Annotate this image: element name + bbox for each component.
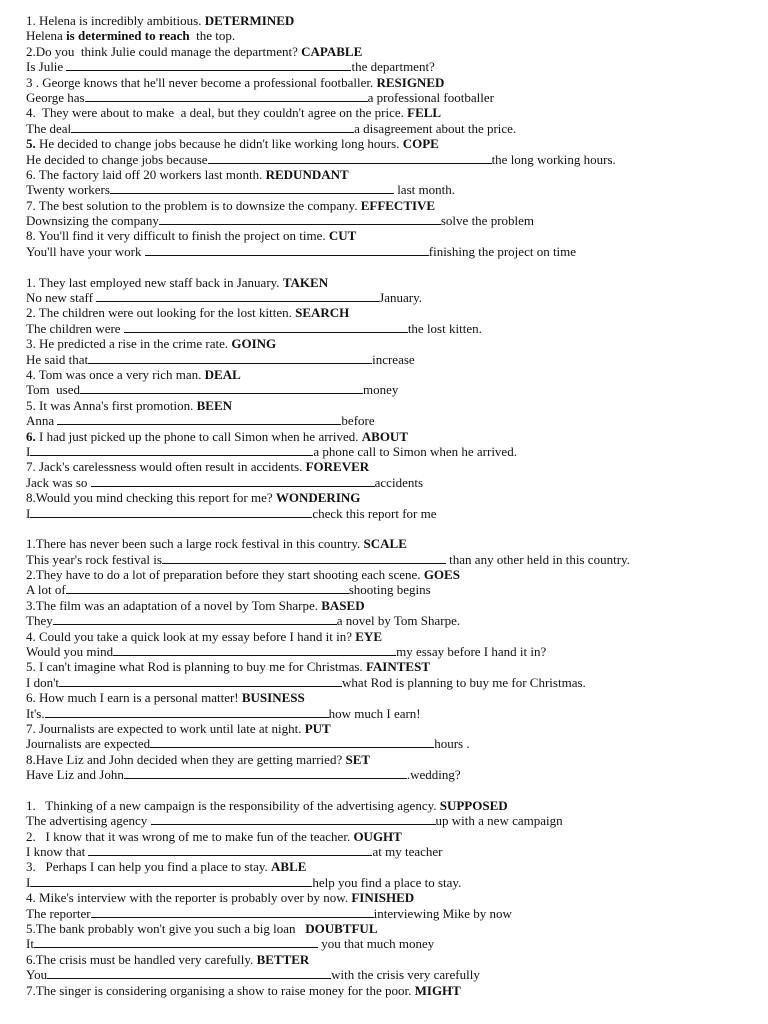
keyword: DOUBTFUL [305,921,378,937]
answer-line: I a phone call to Simon when he arrived. [26,443,517,459]
answer-line: Tom used money [26,382,399,398]
section-gap [26,259,756,274]
answer-blank[interactable] [59,675,342,687]
question-line: 1. They last employed new staff back in January. TAKEN [26,274,329,290]
keyword: GOING [231,336,277,352]
answer-line: The children were the lost kitten. [26,320,482,336]
keyword: OUGHT [353,828,402,844]
question-line: 2. The children were out looking for the lost kitten. SEARCH [26,305,350,321]
keyword: ABOUT [361,428,408,444]
answer-blank[interactable] [110,182,394,194]
question-line: 5. It was Anna's first promotion. BEEN [26,397,233,413]
answer-line: It's. how much I earn! [26,705,421,721]
keyword: REDUNDANT [265,166,349,182]
answer-line: The deal a disagreement about the price. [26,120,517,136]
answer-line: He said that increase [26,351,415,367]
question-line: 4. Could you take a quick look at my essay before I hand it in? EYE [26,628,382,644]
question-line: 2.They have to do a lot of preparation before they start shooting each scene. GOES [26,567,460,583]
answer-line: I don't what Rod is planning to buy me for Christmas. [26,674,586,690]
keyword: COPE [402,136,439,152]
answer-line: You'll have your work finishing the project on time [26,243,577,259]
answer-line: No new staff January. [26,290,423,306]
section-3 [26,536,756,782]
answer-line: I help you find a place to stay. [26,874,462,890]
question-line: 5. He decided to change jobs because he didn't like working long hours. COPE [26,136,439,152]
answer-line: You with the crisis very carefully [26,967,480,983]
question-line: 1.There has never been such a large rock festival in this country. SCALE [26,536,407,552]
answer-blank[interactable] [113,644,396,656]
keyword: DEAL [204,366,241,382]
keyword: SEARCH [295,305,350,321]
answer-blank[interactable] [145,244,429,256]
keyword: FOREVER [305,459,370,475]
answer-example: is determined to reach [66,28,190,44]
question-line: 5. I can't imagine what Rod is planning to buy me for Christmas. FAINTEST [26,659,430,675]
question-line: 6. I had just picked up the phone to call Simon when he arrived. ABOUT [26,428,408,444]
answer-blank[interactable] [162,552,446,564]
answer-line: It you that much money [26,936,435,952]
question-line: 2. I know that it was wrong of me to make fun of the teacher. OUGHT [26,828,402,844]
question-line: 4. Mike's interview with the reporter is probably over by now. FINISHED [26,890,415,906]
answer-line: They a novel by Tom Sharpe. [26,613,461,629]
question-line: 6.The crisis must be handled very carefully. BETTER [26,951,310,967]
answer-line: Anna before [26,413,375,429]
question-line: 4. They were about to make a deal, but they couldn't agree on the price. FELL [26,105,442,121]
keyword: MIGHT [414,982,461,998]
keyword: SET [345,751,371,767]
answer-blank[interactable] [208,152,492,164]
keyword: PUT [304,720,331,736]
question-line: 3 . George knows that he'll never become a professional footballer. RESIGNED [26,74,445,90]
keyword: CAPABLE [301,43,363,59]
keyword: BUSINESS [241,690,305,706]
answer-line: Have Liz and John .wedding? [26,767,461,783]
keyword: CUT [328,228,357,244]
answer-line: He decided to change jobs because the long working hours. [26,151,616,167]
answer-blank[interactable] [30,444,313,456]
answer-blank[interactable] [91,906,374,918]
answer-blank[interactable] [30,506,312,518]
question-line: 1. Helena is incredibly ambitious. DETERMINED [26,13,295,28]
question-line: 6. How much I earn is a personal matter! BUSINESS [26,690,305,706]
question-line: 3.The film was an adaptation of a novel by Tom Sharpe. BASED [26,597,365,613]
answer-blank[interactable] [88,352,372,364]
question-line: 8.Would you mind checking this report for me? WONDERING [26,490,361,506]
answer-blank[interactable] [53,613,337,625]
answer-line: The advertising agency up with a new campaign [26,813,563,829]
keyword: DETERMINED [204,13,295,28]
question-line: 2.Do you think Julie could manage the department? CAPABLE [26,43,363,59]
keyword: BETTER [256,951,310,967]
answer-blank[interactable] [80,382,363,394]
answer-line: Journalists are expected hours . [26,736,470,752]
answer-blank[interactable] [71,121,354,133]
answer-line: Helena is determined to reach the top. [26,28,236,44]
answer-blank[interactable] [88,844,372,856]
answer-blank[interactable] [91,475,375,487]
keyword: FAINTEST [365,659,430,675]
question-line: 6. The factory laid off 20 workers last month. REDUNDANT [26,166,349,182]
keyword: TAKEN [282,274,329,290]
keyword: WONDERING [275,490,361,506]
answer-line: A lot of shooting begins [26,582,431,598]
answer-blank[interactable] [66,59,351,71]
answer-line: George has a professional footballer [26,89,494,105]
keyword: RESIGNED [376,74,445,90]
answer-line: Is Julie the department? [26,59,435,75]
answer-line: Would you mind my essay before I hand it in? [26,644,547,660]
section-4 [26,798,756,998]
question-line: 3. He predicted a rise in the crime rate. GOING [26,336,277,352]
question-line: 8.Have Liz and John decided when they are getting married? SET [26,751,371,767]
keyword: BASED [321,597,365,613]
question-line: 7. Jack's carelessness would often result in accidents. FOREVER [26,459,370,475]
keyword: SUPPOSED [439,797,508,813]
answer-blank[interactable] [57,413,341,425]
answer-blank[interactable] [47,967,331,979]
answer-blank[interactable] [124,321,408,333]
question-line: 7. The best solution to the problem is to downsize the company. EFFECTIVE [26,197,436,213]
keyword: BEEN [196,397,233,413]
question-line: 7. Journalists are expected to work until late at night. PUT [26,720,331,736]
answer-blank[interactable] [159,213,441,225]
answer-line: The reporter interviewing Mike by now [26,905,512,921]
keyword: EYE [355,628,382,644]
keyword: ABLE [271,859,307,875]
section-1 [26,13,756,259]
section-gap [26,521,756,536]
answer-blank[interactable] [150,736,434,748]
answer-line: I know that at my teacher [26,844,443,860]
answer-line: Twenty workers last month. [26,182,455,198]
answer-blank[interactable] [30,875,312,887]
question-line: 1. Thinking of a new campaign is the responsibility of the advertising agency. SUPPOSED [26,797,508,813]
answer-blank[interactable] [45,706,329,718]
answer-blank[interactable] [124,767,407,779]
keyword: GOES [423,567,460,583]
keyword: FELL [407,105,442,121]
keyword: SCALE [363,536,407,552]
answer-blank[interactable] [151,813,436,825]
worksheet [26,13,756,998]
answer-blank[interactable] [96,290,379,302]
section-gap [26,783,756,798]
question-line: 5.The bank probably won't give you such a big loan DOUBTFUL [26,921,378,937]
answer-blank[interactable] [66,582,349,594]
answer-line: This year's rock festival is than any other held in this country. [26,551,630,567]
answer-line: Downsizing the company solve the problem [26,213,535,229]
section-2 [26,275,756,521]
question-line: 8. You'll find it very difficult to finish the project on time. CUT [26,228,357,244]
answer-line: Jack was so accidents [26,474,424,490]
answer-line: I check this report for me [26,505,437,521]
keyword: FINISHED [351,890,415,906]
question-line: 7.The singer is considering organising a show to raise money for the poor. MIGHT [26,982,461,998]
keyword: EFFECTIVE [360,197,436,213]
answer-blank[interactable] [34,936,318,948]
question-line: 4. Tom was once a very rich man. DEAL [26,366,241,382]
question-line: 3. Perhaps I can help you find a place to stay. ABLE [26,859,307,875]
answer-blank[interactable] [85,90,368,102]
